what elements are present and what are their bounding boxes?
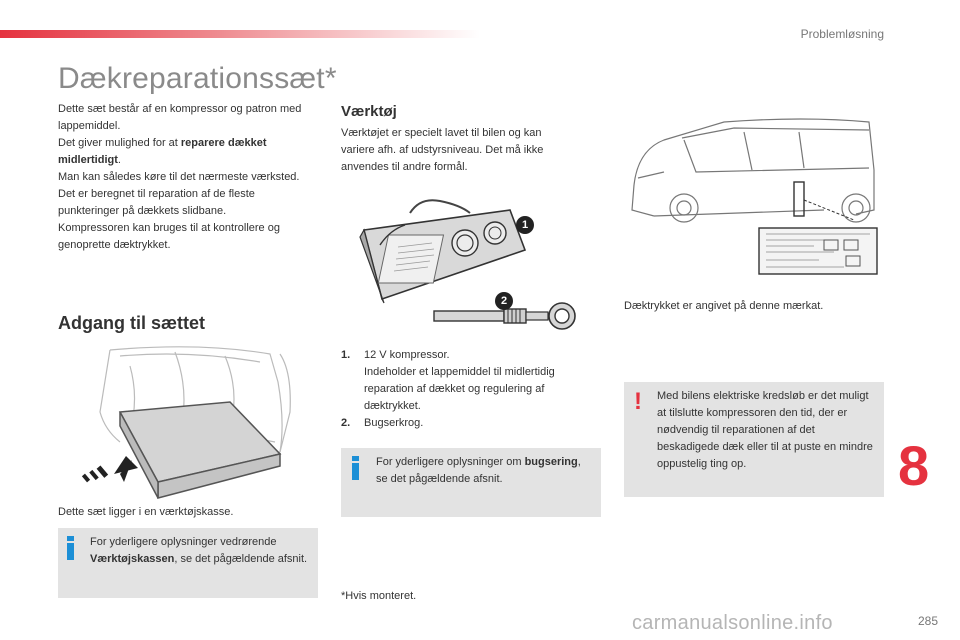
seat-toolbox-illustration	[80, 342, 320, 502]
compressor-illustration	[350, 195, 550, 305]
callout-2-marker: 2	[495, 292, 513, 310]
watermark: carmanualsonline.info	[632, 612, 833, 634]
tools-heading: Værktøj	[341, 103, 397, 120]
intro-line-3: Man kan således køre til det nærmeste værksted.	[58, 171, 300, 183]
intro-line-4: Det er beregnet til reparation af de fleste punkteringer på dækkets slidbane.	[58, 188, 255, 217]
intro-line-5: Kompressoren kan bruges til at kontrollere og genoprette dæktrykket.	[58, 222, 280, 251]
list-item: 1. 12 V kompressor. Indeholder et lappemiddel til midlertidig reparation af dækket og regulering af dæktrykket.	[341, 349, 555, 412]
page-number: 285	[917, 614, 938, 628]
van-tyre-label-illustration	[624, 110, 884, 280]
info-icon	[352, 456, 360, 480]
toolbox-info-box	[58, 528, 318, 598]
access-heading: Adgang til sættet	[58, 313, 205, 333]
tools-text: Værktøjet er specielt lavet til bilen og kan variere afh. af udstyrsniveau. Det må ikke anvendes til andre formål.	[341, 127, 544, 173]
towing-info-text: For yderligere oplysninger om bugsering, se det pågældende afsnit.	[376, 456, 581, 485]
access-caption: Dette sæt ligger i en værktøjskasse.	[58, 506, 234, 518]
info-icon	[67, 536, 75, 560]
warning-text: Med bilens elektriske kredsløb er det muligt at tilslutte kompressoren den tid, der er nødvendig til reparationen af det beskadigede dæk eller til at puste en mindre oppustelig ting op.	[657, 390, 873, 470]
intro-text	[58, 101, 308, 254]
intro-line-2: Det giver mulighed for at reparere dækket midlertidigt.	[58, 137, 267, 166]
tools-list	[341, 347, 581, 432]
chapter-number: 8	[898, 434, 930, 497]
toolbox-info-text: For yderligere oplysninger vedrørende Værktøjskassen, se det pågældende afsnit.	[90, 536, 308, 565]
header-accent-bar	[0, 30, 480, 38]
footnote: *Hvis monteret.	[341, 590, 417, 602]
warning-icon: !	[634, 388, 642, 415]
intro-line-1: Dette sæt består af en kompressor og patron med lappemiddel.	[58, 103, 302, 132]
label-caption: Dæktrykket er angivet på denne mærkat.	[624, 300, 824, 312]
list-item: 2. Bugserkrog.	[341, 417, 424, 429]
towing-info-box	[341, 448, 601, 517]
warning-box	[624, 382, 884, 497]
callout-1-marker: 1	[516, 216, 534, 234]
page-title: Dækreparationssæt*	[58, 62, 337, 95]
section-header: Problemløsning	[800, 27, 884, 41]
